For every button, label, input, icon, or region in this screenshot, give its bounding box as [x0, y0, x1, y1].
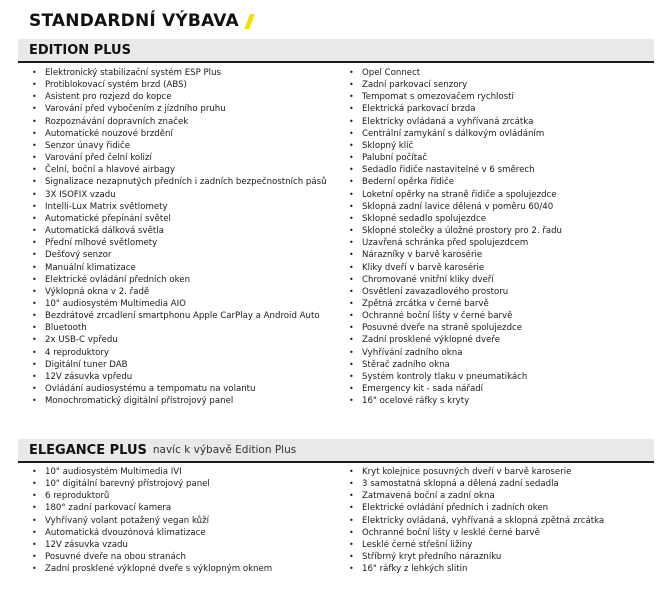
section-divider: [18, 61, 654, 63]
feature-item: • Elektrická parkovací brzda: [349, 103, 562, 115]
feature-item: • 3 samostatná sklopná a dělená zadní sedadla: [349, 478, 604, 490]
feature-item: • Protiblokovací systém brzd (ABS): [32, 79, 327, 91]
feature-item: • 2x USB-C vpředu: [32, 334, 327, 346]
feature-item: • Vyhřívání zadního okna: [349, 347, 562, 359]
feature-item: • Automatická dvouzónová klimatizace: [32, 527, 272, 539]
section-title: EDITION PLUS: [29, 42, 131, 58]
feature-item: • Ovládání audiosystému a tempomatu na volantu: [32, 383, 327, 395]
feature-item: • Emergency kit - sada nářadí: [349, 383, 562, 395]
feature-item: • Sklopné sedadlo spolujezdce: [349, 213, 562, 225]
feature-item: • Elektronický stabilizační systém ESP Plus: [32, 67, 327, 79]
feature-item: • Výklopná okna v 2. řadě: [32, 286, 327, 298]
feature-item: • Sedadlo řidiče nastavitelné v 6 směrech: [349, 164, 562, 176]
section-divider: [18, 461, 654, 463]
feature-item: • Zatmavená boční a zadní okna: [349, 490, 604, 502]
feature-item: • 6 reproduktorů: [32, 490, 272, 502]
feature-item: • Sklopná zadní lavice dělená v poměru 60/40: [349, 201, 562, 213]
feature-item: • Asistent pro rozjezd do kopce: [32, 91, 327, 103]
feature-item: • 3X ISOFIX vzadu: [32, 189, 327, 201]
feature-item: • Přední mlhové světlomety: [32, 237, 327, 249]
feature-item: • Manuální klimatizace: [32, 262, 327, 274]
feature-item: • 10" digitální barevný přístrojový panel: [32, 478, 272, 490]
feature-item: • Elektricky ovládaná a vyhřívaná zrcátka: [349, 116, 562, 128]
feature-item: • 180° zadní parkovací kamera: [32, 502, 272, 514]
section-header-edition-plus: [18, 39, 654, 61]
feature-item: • Automatické přepínání světel: [32, 213, 327, 225]
feature-item: • Elektrické ovládání předních oken: [32, 274, 327, 286]
feature-item: • Lesklé černé střešní ližiny: [349, 539, 604, 551]
feature-list-left: [32, 67, 327, 407]
page-title: [29, 11, 252, 31]
feature-item: • Zadní parkovací senzory: [349, 79, 562, 91]
feature-list-left: [32, 466, 272, 575]
section-header-elegance-plus: [18, 439, 654, 461]
feature-item: • Zadní prosklené výklopné dveře: [349, 334, 562, 346]
feature-item: • Kliky dveří v barvě karosérie: [349, 262, 562, 274]
feature-item: • Centrální zamykání s dálkovým ovládáním: [349, 128, 562, 140]
feature-item: • 12V zásuvka vpředu: [32, 371, 327, 383]
feature-item: • Bluetooth: [32, 322, 327, 334]
feature-item: • Uzavřená schránka před spolujezdcem: [349, 237, 562, 249]
feature-item: • Chromované vnitřní kliky dveří: [349, 274, 562, 286]
feature-item: • Posuvné dveře na obou stranách: [32, 551, 272, 563]
feature-item: • Varování před vybočením z jízdního pruhu: [32, 103, 327, 115]
feature-list-right: [349, 67, 562, 407]
feature-item: • Ochranné boční lišty v lesklé černé barvě: [349, 527, 604, 539]
section-title: ELEGANCE PLUS: [29, 442, 147, 458]
feature-item: • 10" audiosystém Multimedia AIO: [32, 298, 327, 310]
feature-item: • Kryt kolejnice posuvných dveří v barvě karoserie: [349, 466, 604, 478]
feature-item: • Digitální tuner DAB: [32, 359, 327, 371]
section-subtitle: navíc k výbavě Edition Plus: [152, 444, 297, 456]
feature-item: • Automatické nouzové brzdění: [32, 128, 327, 140]
feature-item: • Vyhřívaný volant potažený vegan kůží: [32, 515, 272, 527]
feature-item: • Varování před čelní kolizí: [32, 152, 327, 164]
feature-item: • Ochranné boční lišty v černé barvě: [349, 310, 562, 322]
feature-item: • Opel Connect: [349, 67, 562, 79]
feature-item: • Stříbrný kryt předního nárazníku: [349, 551, 604, 563]
feature-item: • Osvětlení zavazadlového prostoru: [349, 286, 562, 298]
feature-list-right: [349, 466, 604, 575]
feature-item: • Zpětná zrcátka v černé barvě: [349, 298, 562, 310]
feature-item: • 4 reproduktory: [32, 347, 327, 359]
feature-item: • Systém kontroly tlaku v pneumatikách: [349, 371, 562, 383]
feature-item: • Elektricky ovládaná, vyhřívaná a sklopná zpětná zrcátka: [349, 515, 604, 527]
feature-item: • Zadní prosklené výklopné dveře s výklopným oknem: [32, 563, 272, 575]
feature-item: • Elektrické ovládání předních i zadních oken: [349, 502, 604, 514]
feature-item: • Rozpoznávání dopravních značek: [32, 116, 327, 128]
feature-item: • Signalizace nezapnutých předních i zadních bezpečnostních pásů: [32, 176, 327, 188]
feature-item: • 12V zásuvka vzadu: [32, 539, 272, 551]
feature-item: • 10" audiosystém Multimedia IVI: [32, 466, 272, 478]
feature-item: • Bezdrátové zrcadlení smartphonu Apple CarPlay a Android Auto: [32, 310, 327, 322]
feature-item: • 16" ráfky z lehkých slitin: [349, 563, 604, 575]
feature-item: • Automatická dálková světla: [32, 225, 327, 237]
feature-item: • Sklopné stolečky a úložné prostory pro 2. řadu: [349, 225, 562, 237]
feature-item: • 16" ocelové ráfky s kryty: [349, 395, 562, 407]
feature-item: • Nárazníky v barvě karosérie: [349, 249, 562, 261]
feature-item: • Posuvné dveře na straně spolujezdce: [349, 322, 562, 334]
feature-item: • Sklopný klíč: [349, 140, 562, 152]
feature-item: • Tempomat s omezovačem rychlosti: [349, 91, 562, 103]
feature-item: • Intelli-Lux Matrix světlomety: [32, 201, 327, 213]
feature-item: • Dešťový senzor: [32, 249, 327, 261]
feature-item: • Loketní opěrky na straně řidiče a spolujezdce: [349, 189, 562, 201]
feature-item: • Čelní, boční a hlavové airbagy: [32, 164, 327, 176]
feature-item: • Senzor únavy řidiče: [32, 140, 327, 152]
feature-item: • Monochromatický digitální přístrojový panel: [32, 395, 327, 407]
accent-slash-icon: [244, 14, 254, 29]
feature-item: • Bederní opěrka řidiče: [349, 176, 562, 188]
page-title-text: STANDARDNÍ VÝBAVA: [29, 11, 239, 31]
feature-item: • Palubní počítač: [349, 152, 562, 164]
feature-item: • Stěrač zadního okna: [349, 359, 562, 371]
